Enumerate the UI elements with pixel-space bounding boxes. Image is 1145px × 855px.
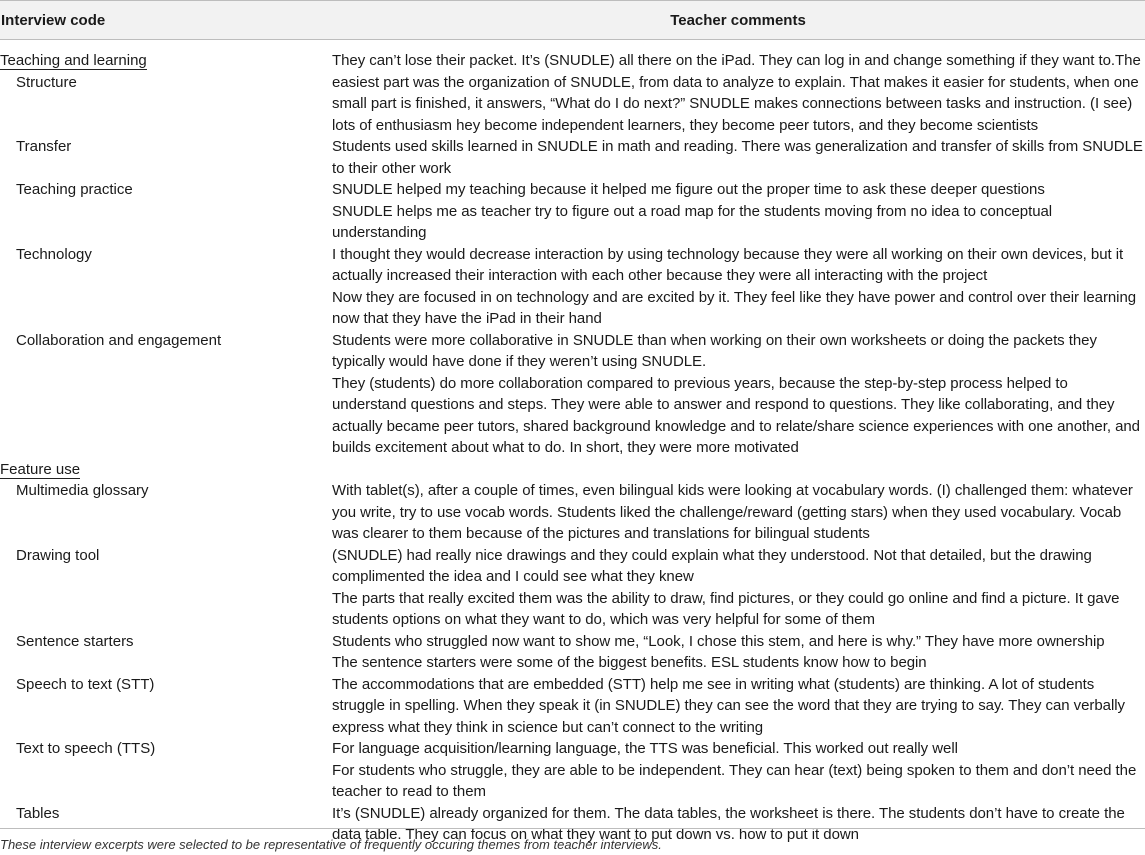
interview-code-cell: Sentence starters [16,632,134,650]
interview-code-cell: Structure [16,73,77,91]
comment-text: The parts that really excited them was the ability to draw, find pictures, or they could go online and find a picture. It gave students options on what they want to do, which was very helpful for some of them [332,589,1120,628]
category-comment [331,40,1145,72]
table-row [0,179,1145,244]
interview-code-cell: Teaching practice [16,181,133,198]
teacher-comment-cell [331,738,1145,803]
header-teacher-comments: Teacher comments [331,1,1145,40]
table-row [0,738,1145,803]
comment-text: The sentence starters were some of the biggest benefits. ESL students know how to begin [332,654,927,671]
comment-text: Students were more collaborative in SNUDLE than when working on their own worksheets or doing the packets they typically would have done if they weren’t using SNUDLE. [332,331,1097,370]
table-row [0,72,1145,137]
comment-text: Students who struggled now want to show me, “Look, I chose this stem, and here is why.” They have more ownership [332,632,1105,650]
comment-text: I thought they would decrease interaction by using technology because they were all working on their own devices, but it actually increased their interaction with each other because they were all interacting with the project [332,245,1124,284]
comment-text: For language acquisition/learning language, the TTS was beneficial. This worked out really well [332,740,958,757]
teacher-comment-cell [331,72,1145,137]
teacher-comment-cell [331,631,1145,674]
header-interview-code: Interview code [0,1,331,40]
table-row [0,244,1145,330]
teacher-comment-cell [331,480,1145,545]
comment-text: They can’t lose their packet. It’s (SNUDLE) all there on the iPad. They can log in and change something if they want to.The [332,52,1141,69]
teacher-comment-cell [331,674,1145,739]
interview-code-cell: Transfer [16,138,72,155]
interview-code-cell: Speech to text (STT) [16,675,155,693]
interview-code-cell: Tables [16,804,60,822]
category-title: Feature use [0,460,81,478]
comment-text: easiest part was the organization of SNUDLE, from data to analyze to explain. That makes it easier for students, when one small part is finished, it answers, “What do I do next?” SNUDLE makes connections between tasks and instruction. (I see) lots of enthusiasm hey become independent learners, they become peer tutors, and they become scientists [332,73,1139,134]
interview-code-cell: Collaboration and engagement [16,331,222,349]
table-header-row [0,1,1145,40]
table-row [0,631,1145,674]
interview-code-cell: Technology [16,245,92,263]
table-row [0,674,1145,739]
comment-text: With tablet(s), after a couple of times, even bilingual kids were looking at vocabulary words. (I) challenged them: whatever you write, try to use vocab words. Students liked the challenge/reward (getting stars) when they used vocabulary. Vocab was clearer to them because of the pictures and translations for bilingual students [332,482,1133,542]
category-row [0,40,1145,72]
comment-text: For students who struggle, they are able to be independent. They can hear (text) being spoken to them and don’t need the teacher to read to them [332,761,1137,800]
interview-code-cell: Multimedia glossary [16,482,149,499]
comment-text: Students used skills learned in SNUDLE in math and reading. There was generalization and transfer of skills from SNUDLE to their other work [332,138,1143,177]
category-comment [331,459,1145,481]
table-row [0,330,1145,459]
teacher-comment-cell [331,244,1145,330]
interview-code-cell: Text to speech (TTS) [16,740,156,757]
table-body [0,40,1145,855]
comment-text: (SNUDLE) had really nice drawings and they could explain what they understood. Not that detailed, but the drawing complimented the idea and I could see what they knew [332,546,1092,585]
category-title: Teaching and learning [0,52,147,69]
comment-text: Now they are focused in on technology and are excited by it. They feel like they have power and control over their learning now that they have the iPad in their hand [332,288,1137,327]
interview-code-cell: Drawing tool [16,546,100,564]
table-row [0,545,1145,631]
comment-text: SNUDLE helped my teaching because it helped me figure out the proper time to ask these deeper questions [332,181,1045,198]
category-row [0,459,1145,481]
table-footnote: These interview excerpts were selected to be representative of frequently occuring themes from teacher interviews. [0,828,1145,852]
teacher-comment-cell [331,136,1145,179]
comment-text: The accommodations that are embedded (STT) help me see in writing what (students) are thinking. A lot of students struggle in spelling. When they speak it (in SNUDLE) they can see the word that they are trying to say. They can verbally express what they think in science but can’t connect to the writing [332,675,1125,736]
comment-text: SNUDLE helps me as teacher try to figure out a road map for the students moving from no idea to conceptual understanding [332,202,1053,241]
comment-text: They (students) do more collaboration compared to previous years, because the step-by-step process helped to understand questions and steps. They were able to answer and respond to questions. They like collaborating, and they actually became peer tutors, shared background knowledge and to relate/share science experiences with one another, and builds excitement about what to do. In short, they were more motivated [332,374,1140,456]
table-row [0,136,1145,179]
table-row [0,480,1145,545]
teacher-comment-cell [331,179,1145,244]
teacher-comment-cell [331,330,1145,459]
comment-text: It’s (SNUDLE) already organized for them. The data tables, the worksheet is there. The students don’t have to create the data table. They can focus on what they want to put down vs. how to put it down [332,804,1125,843]
teacher-comment-cell [331,545,1145,631]
